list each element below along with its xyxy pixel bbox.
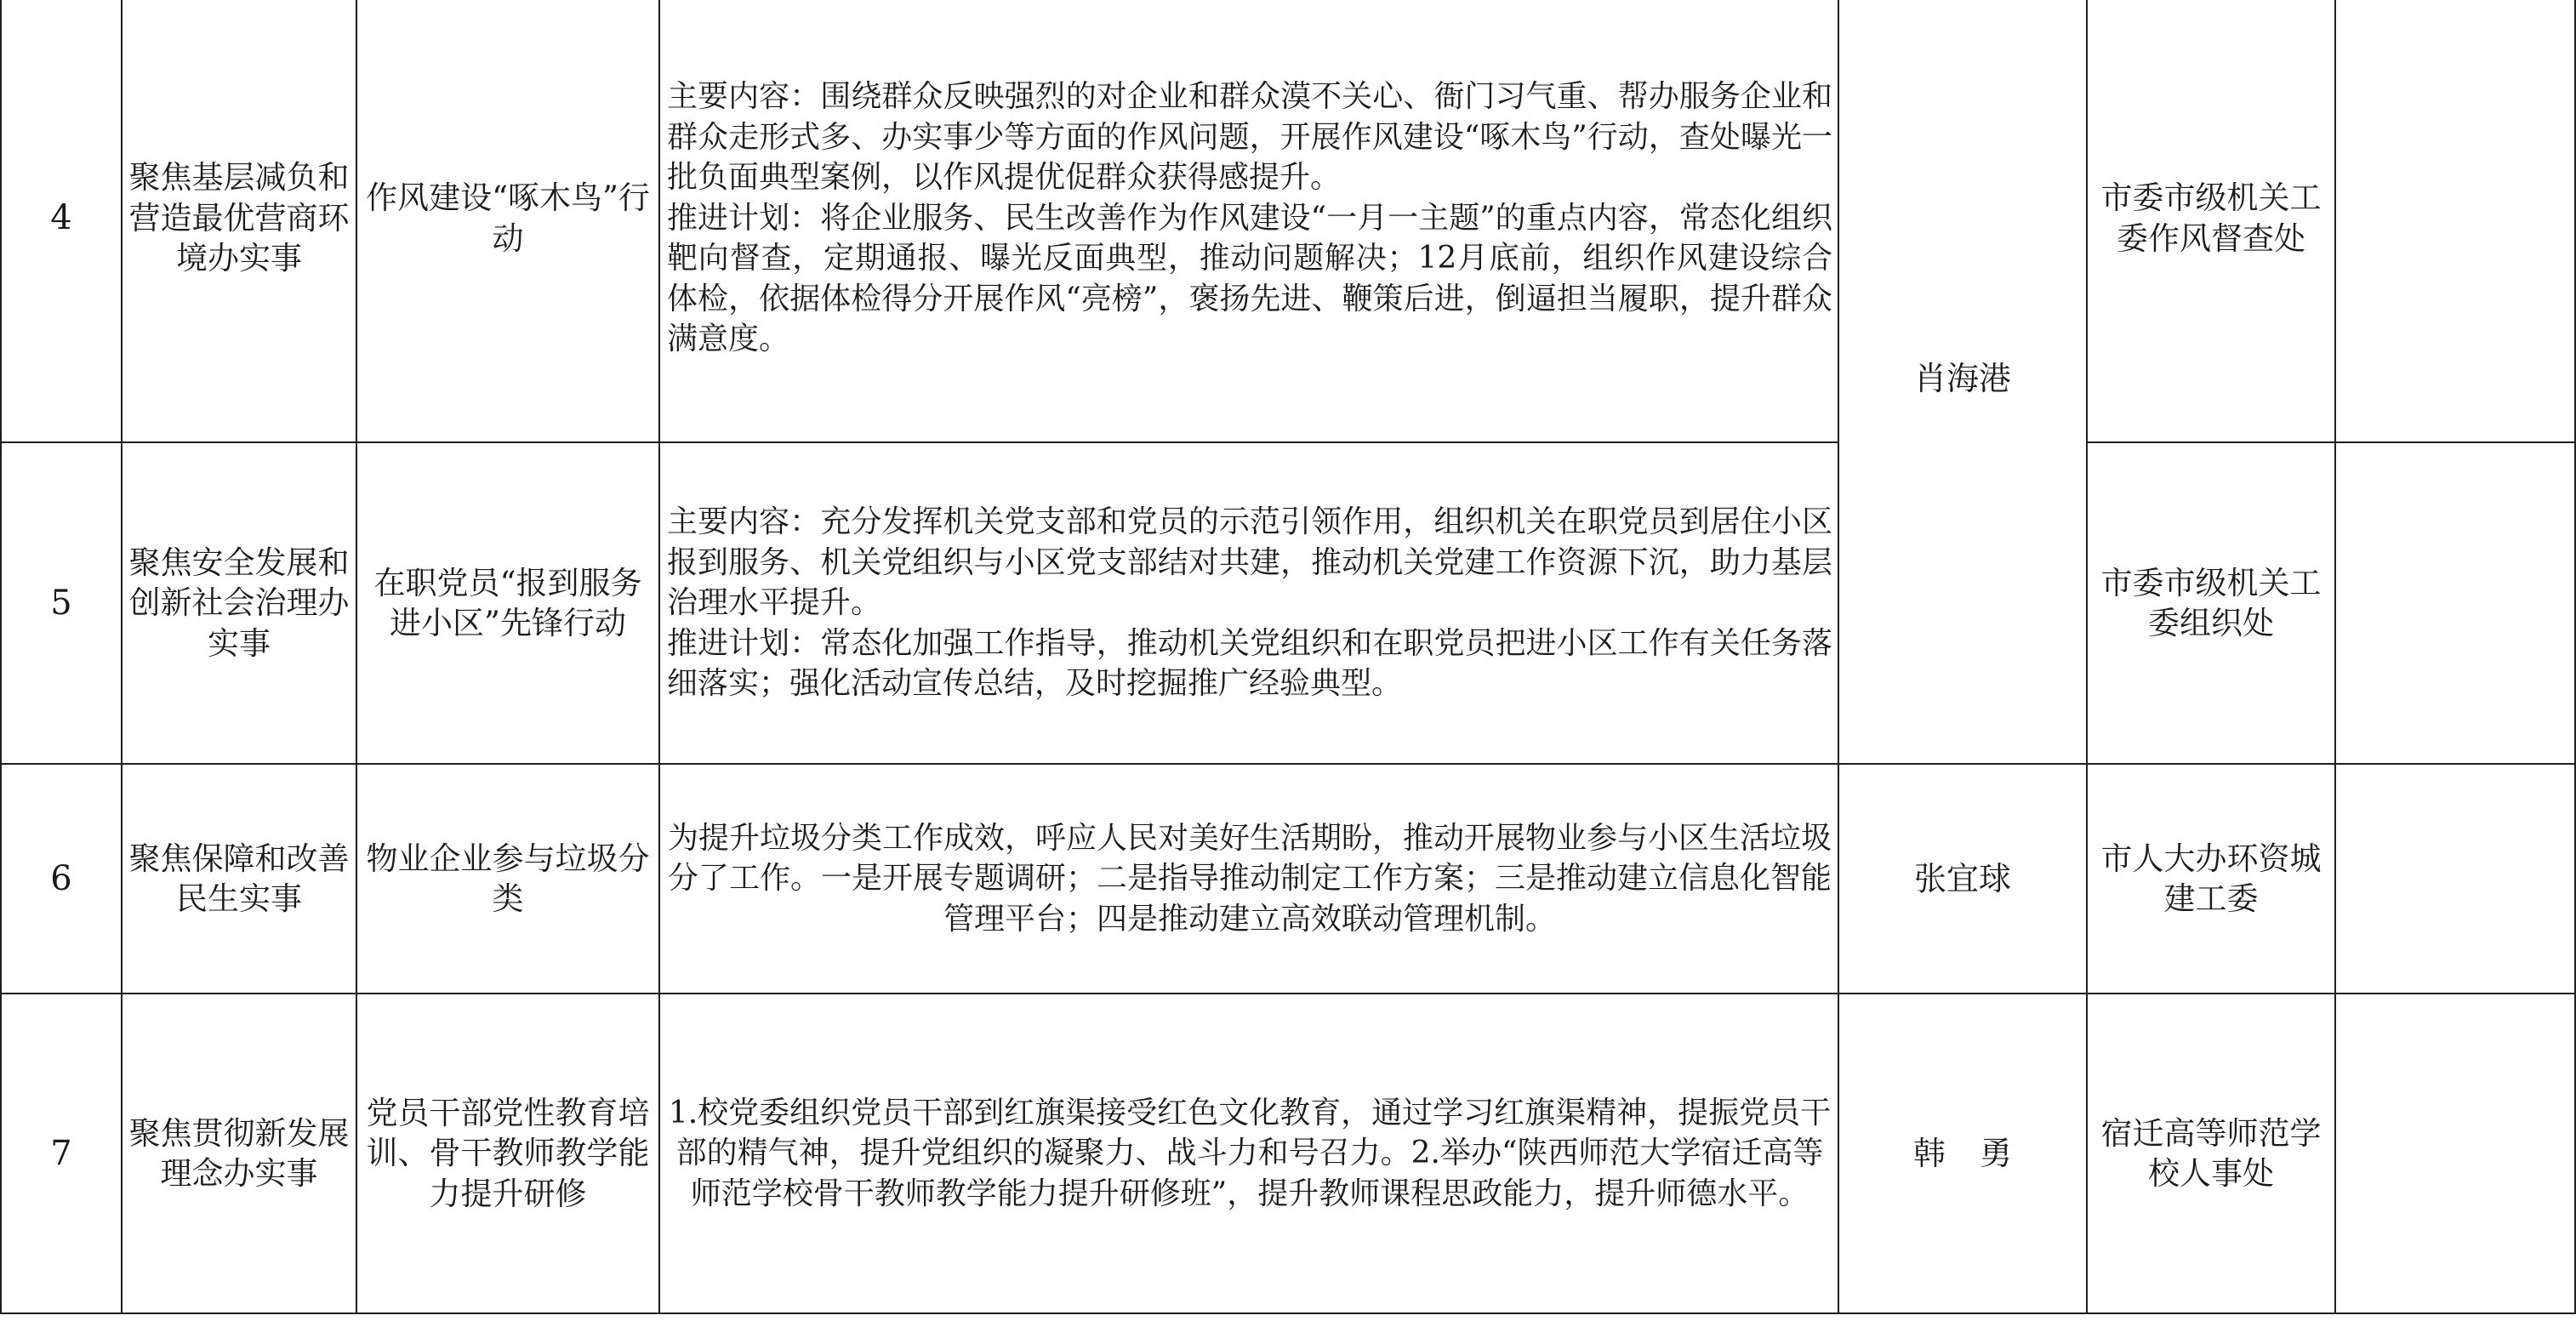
category-cell: 聚焦贯彻新发展理念办实事 <box>122 994 356 1313</box>
content-main: 1.校党委组织党员干部到红旗渠接受红色文化教育，通过学习红旗渠精神，提振党员干部的精气神，提升党组织的凝聚力、战斗力和号召力。2.举办“陕西师范大学宿迁高等师范学校骨干教师教学能力提升研修班”，提升教师课程思政能力，提升师德水平。 <box>668 1095 1832 1211</box>
project-cell: 物业企业参与垃圾分类 <box>356 764 659 994</box>
leader-cell: 张宜球 <box>1838 764 2087 994</box>
table-row <box>1 994 2575 1313</box>
department-cell: 宿迁高等师范学校人事处 <box>2087 994 2335 1313</box>
project-cell: 党员干部党性教育培训、骨干教师教学能力提升研修 <box>356 994 659 1313</box>
table-row <box>1 0 2575 442</box>
department-cell: 市人大办环资城建工委 <box>2087 764 2335 994</box>
remarks-cell <box>2335 442 2575 764</box>
content-main: 主要内容：围绕群众反映强烈的对企业和群众漠不关心、衙门习气重、帮办服务企业和群众走形式多、办实事少等方面的作风问题，开展作风建设“啄木鸟”行动，查处曝光一批负面典型案例，以作风提优促群众获得感提升。 <box>667 79 1832 196</box>
row-number: 5 <box>1 442 122 764</box>
remarks-cell <box>2335 0 2575 442</box>
content-main: 为提升垃圾分类工作成效，呼应人民对美好生活期盼，推动开展物业参与小区生活垃圾分了工作。一是开展专题调研；二是指导推动制定工作方案；三是推动建立信息化智能管理平台；四是推动建立高效联动管理机制。 <box>667 820 1832 937</box>
project-cell: 作风建设“啄木鸟”行动 <box>356 0 659 442</box>
leader-cell: 肖海港 <box>1838 0 2087 764</box>
content-main: 主要内容：充分发挥机关党支部和党员的示范引领作用，组织机关在职党员到居住小区报到服务、机关党组织与小区党支部结对共建，推动机关党建工作资源下沉，助力基层治理水平提升。 <box>667 504 1832 621</box>
content-plan: 推进计划：将企业服务、民生改善作为作风建设“一月一主题”的重点内容，常态化组织靶向督查，定期通报、曝光反面典型，推动问题解决；12月底前，组织作风建设综合体检，依据体检得分开展作风“亮榜”，褒扬先进、鞭策后进，倒逼担当履职，提升群众满意度。 <box>667 200 1832 357</box>
content-plan: 推进计划：常态化加强工作指导，推动机关党组织和在职党员把进小区工作有关任务落细落实；强化活动宣传总结，及时挖掘推广经验典型。 <box>667 625 1832 702</box>
content-cell <box>659 0 1838 442</box>
content-cell <box>659 764 1838 994</box>
department-cell: 市委市级机关工委作风督查处 <box>2087 0 2335 442</box>
content-cell <box>659 994 1838 1313</box>
table-row <box>1 764 2575 994</box>
category-cell: 聚焦基层减负和营造最优营商环境办实事 <box>122 0 356 442</box>
project-cell: 在职党员“报到服务进小区”先锋行动 <box>356 442 659 764</box>
department-cell: 市委市级机关工委组织处 <box>2087 442 2335 764</box>
category-cell: 聚焦安全发展和创新社会治理办实事 <box>122 442 356 764</box>
remarks-cell <box>2335 764 2575 994</box>
row-number: 4 <box>1 0 122 442</box>
row-number: 7 <box>1 994 122 1313</box>
category-cell: 聚焦保障和改善民生实事 <box>122 764 356 994</box>
row-number: 6 <box>1 764 122 994</box>
leader-cell <box>1838 994 2087 1313</box>
content-cell <box>659 442 1838 764</box>
leader-name: 韩勇 <box>1912 1134 2046 1172</box>
remarks-cell <box>2335 994 2575 1313</box>
table-row <box>1 442 2575 764</box>
